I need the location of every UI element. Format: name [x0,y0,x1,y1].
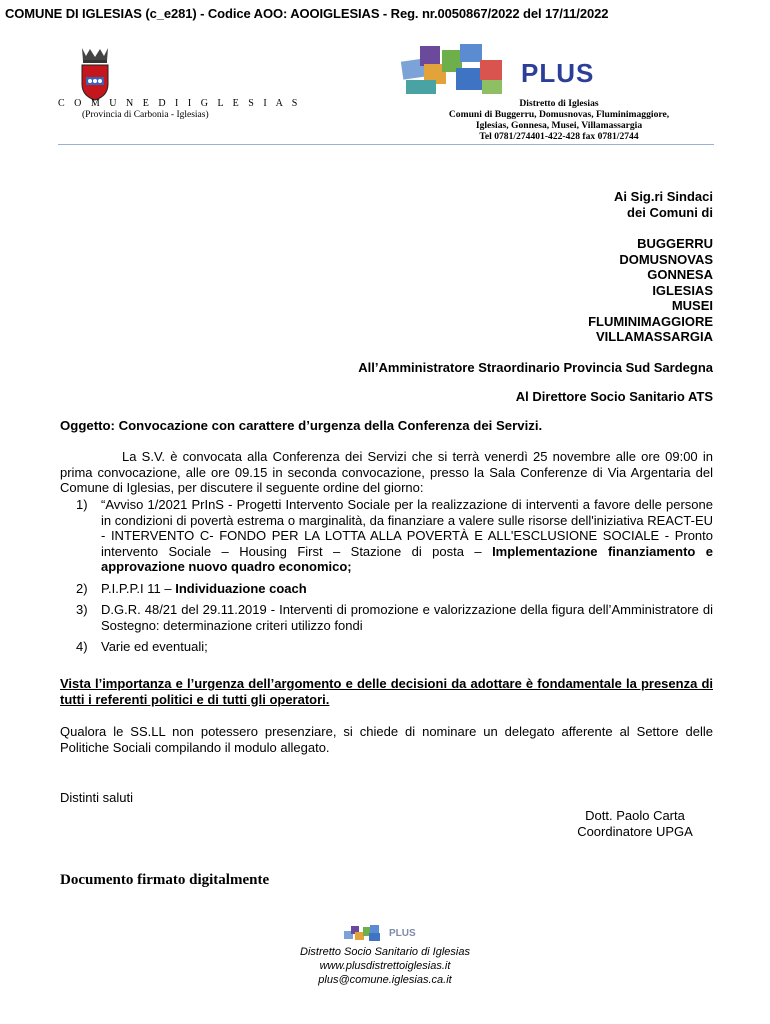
agenda-text: D.G.R. 48/21 del 29.11.2019 - Interventi di promozione e valorizzazione della figura dell’Amministratore di Sostegno: determinazione criteri utilizzo fondi [101,602,713,633]
addressee-intro-line: dei Comuni di [627,204,713,220]
agenda-number: 3) [76,602,88,617]
agenda-item [60,581,713,597]
comune-name: C O M U N E D I I G L E S I A S [58,98,301,109]
digital-signature-note: Documento firmato digitalmente [60,872,270,888]
agenda-bold-text: Individuazione coach [175,580,307,596]
plus-puzzle-logo-icon [398,42,513,98]
district-header [416,98,702,142]
signature-block [560,808,710,839]
addressee-intro [614,189,713,220]
subject-line: Oggetto: Convocazione con carattere d’urgenza della Conferenza dei Servizi. [60,418,543,433]
closing-greeting: Distinti saluti [60,790,133,805]
plus-logo-text: PLUS [521,58,595,88]
agenda-list [60,497,713,655]
comune-item: MUSEI [671,298,713,313]
signatory-name: Dott. Paolo Carta [585,808,685,823]
coat-of-arms-icon [76,44,114,102]
comune-item: GONNESA [647,267,713,282]
agenda-item [60,497,713,575]
comune-item: VILLAMASSARGIA [596,329,713,344]
footer-website-link[interactable]: www.plusdistrettoiglesias.it [319,960,451,972]
footer-plus-logo-icon [343,924,383,942]
delegate-paragraph: Qualora le SS.LL non potessero presenziare, si chiede di nominare un delegato afferente al Settore delle Politiche Sociali compilando il modulo allegato. [60,724,713,755]
comuni-list [588,236,713,345]
agenda-number: 4) [76,639,88,654]
footer-plus-text: PLUS [389,928,416,939]
comune-province: (Provincia di Carbonia - Iglesias) [82,110,209,120]
agenda-number: 1) [76,497,88,512]
header-divider [58,144,714,145]
footer-email-link[interactable]: plus@comune.iglesias.ca.it [318,974,452,986]
agenda-text: “Avviso 1/2021 PrInS - Progetti Intervento Sociale per la realizzazione di interventi a favore delle persone in condizioni di povertà estrema o marginalità, da finanziare a valere sulle risorse dell'iniziativa REACT-EU - INTERVENTO C- FONDO PER LA LOTTA ALLA POVERTÀ E ALL'ESCLUSIONE SOCIALE - Pronto intervento Sociale – Housing First – Stazione di posta – [101,497,713,559]
agenda-item [60,602,713,633]
comune-item: DOMUSNOVAS [619,251,713,267]
footer-contacts [285,945,485,987]
comune-item: BUGGERRU [637,236,713,251]
district-comuni: Comuni di Buggerru, Domusnovas, Fluminimaggiore, [448,109,670,120]
comune-item: FLUMINIMAGGIORE [588,313,713,329]
addressee-intro-line: Ai Sig.ri Sindaci [614,189,713,204]
protocol-stamp: COMUNE DI IGLESIAS (c_e281) - Codice AOO: AOOIGLESIAS - Reg. nr.0050867/2022 del 17/11/2022 [5,6,609,21]
importance-notice: Vista l’importanza e l’urgenza dell’argomento e delle decisioni da adottare è fondamentale la presenza di tutti i referenti politici e di tutti gli operatori. [60,676,713,707]
agenda-text: Varie ed eventuali; [101,639,208,654]
agenda-item [60,639,713,655]
district-phone: Tel 0781/274401-422-428 fax 0781/2744 [479,131,639,142]
convocation-paragraph: La S.V. è convocata alla Conferenza dei Servizi che si terrà venerdì 25 novembre alle ore 09:00 in prima convocazione, alle ore 09.15 in seconda convocazione, presso la Sala Conferenze di Via Argentaria del Comune di Iglesias, per discutere il seguente ordine del giorno: [60,449,713,495]
addressee-direttore: Al Direttore Socio Sanitario ATS [515,389,713,404]
signatory-role: Coordinatore UPGA [577,823,693,839]
addressee-amministratore: All’Amministratore Straordinario Provincia Sud Sardegna [358,360,713,375]
agenda-text: P.I.P.P.I 11 – [101,580,176,596]
agenda-number: 2) [76,580,88,596]
district-comuni-2: Iglesias, Gonnesa, Musei, Villamassargia [475,120,643,131]
comune-item: IGLESIAS [652,282,713,298]
district-name: Distretto di Iglesias [519,98,599,109]
agenda-bold-text: Implementazione finanziamento e approvazione nuovo quadro economico; [101,543,713,574]
footer-district: Distretto Socio Sanitario di Iglesias [300,946,470,958]
